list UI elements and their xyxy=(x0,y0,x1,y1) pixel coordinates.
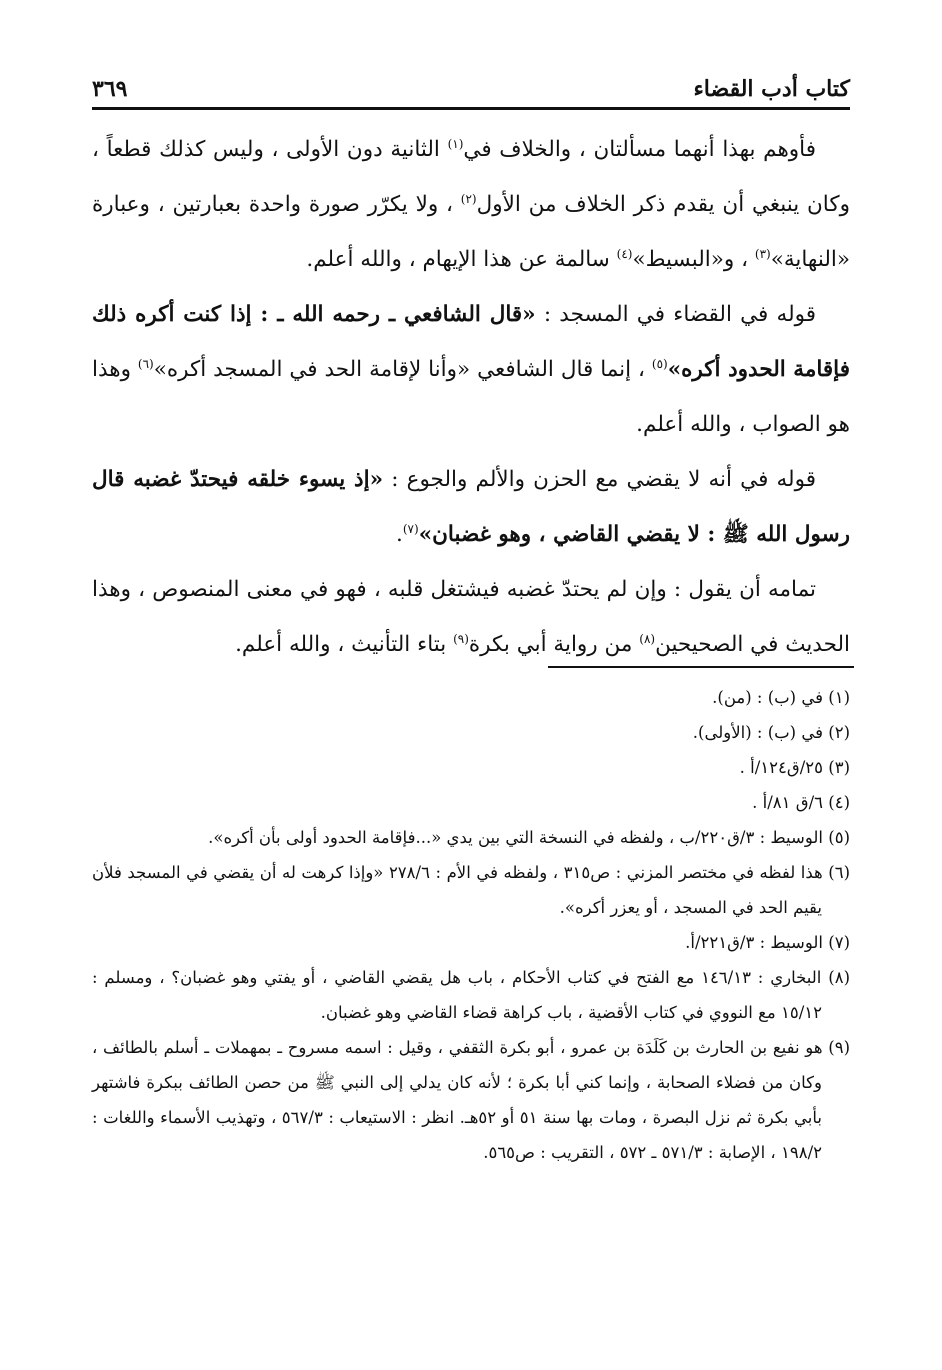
paragraph xyxy=(92,562,850,672)
footnote-marker: (٧) xyxy=(402,521,419,536)
footnote: (٣) ٢٥/ق١٢٤/أ . xyxy=(739,758,850,777)
footnote-marker: (٣) xyxy=(754,246,771,261)
text-segment: تمامه أن يقول : وإن لم يحتدّ غضبه فيشتغل قلبه ، فهو في معنى المنصوص ، وهذا الحديث في الصحيحين xyxy=(92,577,850,657)
footnote: (١) في (ب) : (من). xyxy=(712,688,850,707)
quoted-text: «إذ يسوء خلقه فيحتدّ غضبه قال رسول الله ﷺ : لا يقضي القاضي ، وهو غضبان» xyxy=(92,467,850,547)
footnote-marker: (٦) xyxy=(137,356,154,371)
paragraph xyxy=(92,122,850,287)
footnote: (٤) ٦/ق ٨١/أ . xyxy=(752,793,850,812)
paragraph xyxy=(92,452,850,562)
text-segment: قوله في أنه لا يقضي مع الحزن والألم والجوع : xyxy=(383,467,816,492)
text-segment: ، ولا يكرّر صورة واحدة بعبارتين ، وعبارة «النهاية» xyxy=(92,192,850,272)
footnote-marker: (٥) xyxy=(651,356,668,371)
footnote: (٥) الوسيط : ٣/ق٢٢٠/ب ، ولفظه في النسخة التي بين يدي «...فإقامة الحدود أولى بأن أكره». xyxy=(208,828,850,847)
text-segment: فأوهم بهذا أنهما مسألتان ، والخلاف في xyxy=(463,137,817,162)
text-segment: من رواية أبي بكرة xyxy=(468,632,640,657)
text-segment: وهذا هو الصواب ، والله أعلم. xyxy=(92,357,850,437)
text-segment: قوله في القضاء في المسجد : xyxy=(535,302,817,327)
quoted-text: «قال الشافعي ـ رحمه الله ـ : إذا كنت أكره ذلك فإقامة الحدود أكره» xyxy=(92,302,850,382)
footnote: (٩) هو نفيع بن الحارث بن كَلَدَة بن عمرو ، أبو بكرة الثقفي ، وقيل : اسمه مسروح ـ بمهملات ـ أسلم بالطائف ، وكان من فضلاء الصحابة ، وإنما كني أبا بكرة ؛ لأنه كان يدلي إلى النبي ﷺ من حصن الطائف ببكرة فاشتهر بأبي بكرة ثم نزل البصرة ، ومات بها سنة ٥١ أو ٥٢هـ. انظر : الاستيعاب : ٥٦٧/٣ ، وتهذيب الأسماء واللغات : ١٩٨/٢ ، الإصابة : ٥٧١/٣ ـ ٥٧٢ ، التقريب : ص٥٦٥. xyxy=(92,1038,850,1162)
footnote-marker: (٩) xyxy=(453,631,469,646)
footnote: (٨) البخاري : ١٤٦/١٣ مع الفتح في كتاب الأحكام ، باب هل يقضي القاضي ، أو يفتي وهو غضبان؟ ، ومسلم : ١٥/١٢ مع النووي في كتاب الأقضية ، باب كراهة قضاء القاضي وهو غضبان. xyxy=(92,968,850,1022)
text-segment: الثانية دون الأولى ، وليس كذلك قطعاً ، وكان ينبغي أن يقدم ذكر الخلاف من الأول xyxy=(92,137,850,217)
text-segment: ، و«البسيط» xyxy=(632,247,755,272)
header-rule xyxy=(92,107,850,110)
main-text xyxy=(92,122,850,672)
footnote: (٦) هذا لفظه في مختصر المزني : ص٣١٥ ، ولفظه في الأم : ٢٧٨/٦ «وإذا كرهت له أن يقضي في المسجد فلأن يقيم الحد في المسجد ، أو يعزر أكره». xyxy=(92,863,850,917)
footnote: (٧) الوسيط : ٣/ق٢٢١/أ. xyxy=(685,933,850,952)
page-number: ٣٦٩ xyxy=(92,76,128,102)
footnote-marker: (٢) xyxy=(460,191,477,206)
text-segment: ، إنما قال الشافعي «وأنا لإقامة الحد في المسجد أكره» xyxy=(153,357,652,382)
footnote-separator xyxy=(548,666,854,668)
text-segment: سالمة عن هذا الإيهام ، والله أعلم. xyxy=(306,247,617,272)
page-header xyxy=(92,70,850,102)
footnote-marker: (١) xyxy=(447,136,464,151)
running-title: كتاب أدب القضاء xyxy=(693,76,850,102)
text-segment: بتاء التأنيث ، والله أعلم. xyxy=(235,632,454,657)
footnotes xyxy=(92,680,850,1170)
text-segment: . xyxy=(396,522,403,547)
footnote: (٢) في (ب) : (الأولى). xyxy=(692,723,850,742)
footnote-marker: (٨) xyxy=(639,631,656,646)
paragraph xyxy=(92,287,850,452)
footnote-marker: (٤) xyxy=(616,246,633,261)
